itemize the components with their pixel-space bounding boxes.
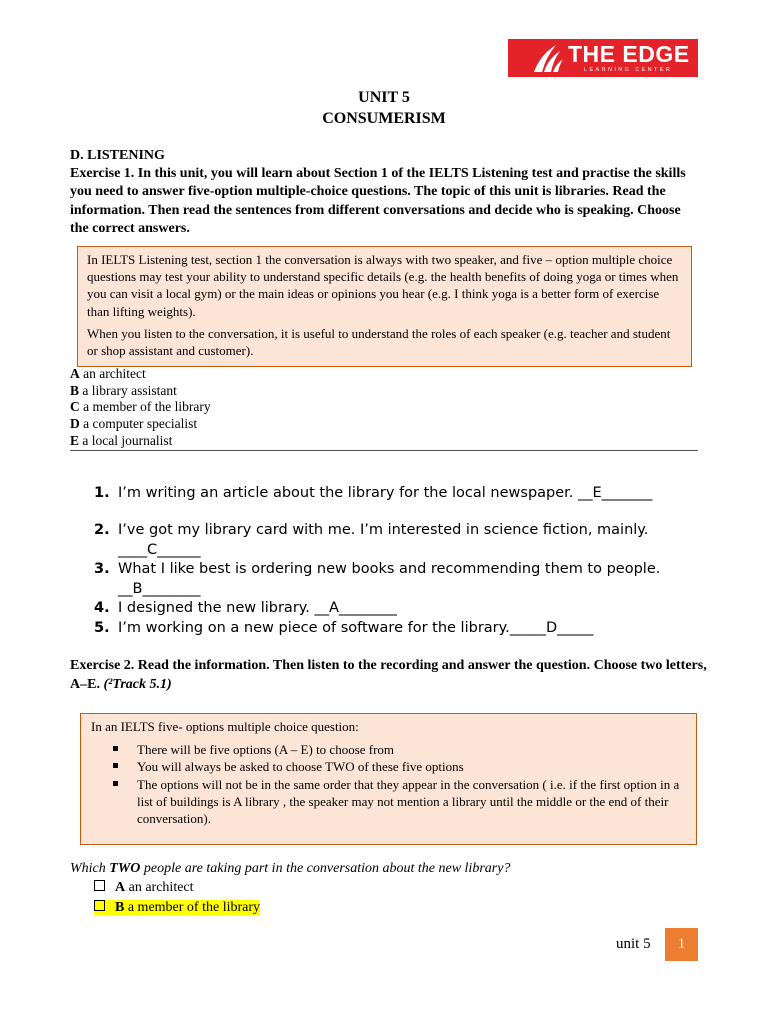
logo-title: THE EDGE — [568, 41, 690, 67]
bullet-item: You will always be asked to choose TWO of these five options — [137, 758, 686, 775]
option-item: D a computer specialist — [70, 416, 198, 432]
speaker-options-list — [70, 366, 211, 450]
square-bullet-icon — [113, 763, 118, 768]
choice-b[interactable]: B a member of the library — [94, 899, 260, 917]
exercise1-instruction: Exercise 1. In this unit, you will learn about Section 1 of the IELTS Listening test and practise the skills you need to answer five-option multiple-choice questions. The topic of this unit is libraries. Read the information. Then read the sentences from different conversations and decide who is speaking. Choose the correct answers. — [70, 166, 686, 236]
info-box-five-options — [80, 713, 697, 845]
logo-subtitle: LEARNING CENTER — [584, 67, 673, 73]
checkbox-icon[interactable] — [94, 900, 105, 911]
option-item: C a member of the library — [70, 399, 211, 415]
choice-a[interactable]: A an architect — [94, 879, 194, 897]
divider-line — [70, 450, 698, 451]
sail-logo-icon — [530, 43, 564, 73]
exercise2-instruction: Exercise 2. Read the information. Then listen to the recording and answer the question. Choose two letters, A–E. (²Track 5.1) — [70, 658, 707, 692]
info-paragraph-2: When you listen to the conversation, it is useful to understand the roles of each speaker (e.g. teacher and student or shop assistant and customer). — [87, 325, 671, 359]
square-bullet-icon — [113, 746, 118, 751]
bullet-item: The options will not be in the same order that they appear in the conversation ( i.e. if the first option in a list of buildings is A library , the speaker may not mention a library until the middle or the end of their conversation). — [137, 776, 686, 828]
option-item: A an architect — [70, 366, 146, 381]
info-intro: In an IELTS five- options multiple choice question: — [91, 719, 359, 734]
track-reference: (²Track 5.1) — [103, 676, 172, 692]
info-box-section1 — [77, 246, 692, 367]
topic-title: CONSUMERISM — [322, 110, 446, 127]
checkbox-icon[interactable] — [94, 880, 105, 891]
brand-logo — [508, 39, 698, 77]
page-number: 1 — [665, 928, 698, 961]
option-item: E a local journalist — [70, 432, 173, 448]
unit-title: UNIT 5 — [358, 89, 410, 106]
exercise2-question: Which TWO people are taking part in the conversation about the new library? — [70, 861, 511, 876]
square-bullet-icon — [113, 781, 118, 786]
section-heading: D. LISTENING — [70, 148, 165, 163]
footer-unit-label: unit 5 — [616, 936, 651, 952]
info-bullet-list — [91, 741, 686, 827]
info-paragraph-1: In IELTS Listening test, section 1 the conversation is always with two speaker, and five – option multiple choice questions may test your ability to understand specific details (e.g. the health benefits of doing yoga or times when you can visit a local gym) or the main ideas or opinions you hear (e.g. I think yoga is a better form of exercise than lifting weights). — [87, 252, 679, 319]
option-item: B a library assistant — [70, 382, 177, 398]
bullet-item: There will be five options (A – E) to choose from — [137, 741, 686, 758]
